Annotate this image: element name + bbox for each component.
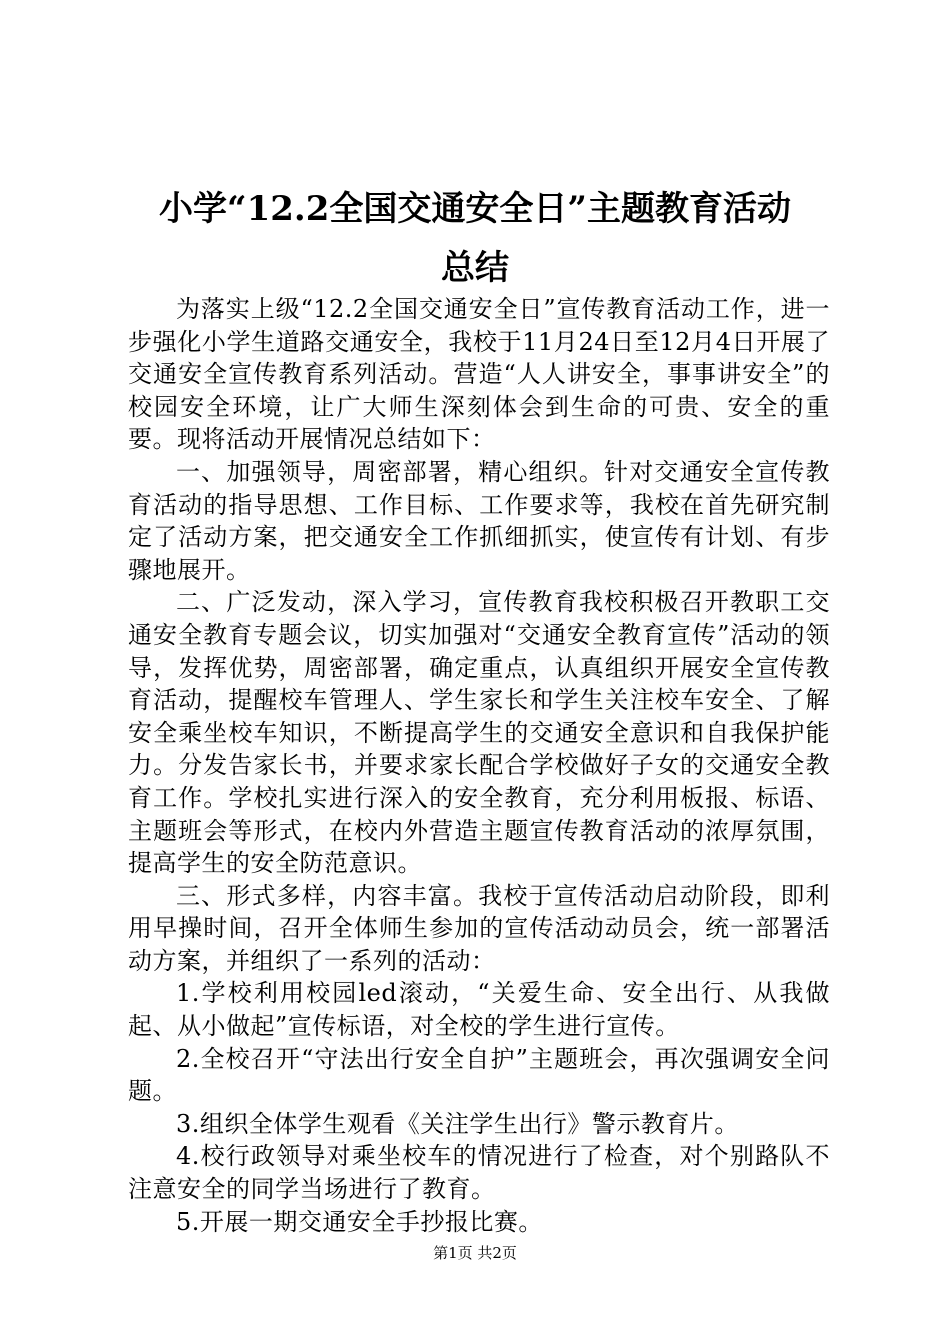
document-title-line-2: 总结 bbox=[441, 248, 509, 288]
paragraph-item-2: 2.全校召开“守法出行安全自护”主题班会，再次强调安全问题。 bbox=[128, 1044, 830, 1106]
paragraph-item-4: 4.校行政领导对乘坐校车的情况进行了检查，对个别路队不注意安全的同学当场进行了教育。 bbox=[128, 1142, 830, 1204]
paragraph-section-3: 三、形式多样，内容丰富。我校于宣传活动启动阶段，即利用早操时间，召开全体师生参加的宣传活动动员会，统一部署活动方案，并组织了一系列的活动： bbox=[128, 881, 830, 975]
paragraph-item-1: 1.学校利用校园led滚动，“关爱生命、安全出行、从我做起、从小做起”宣传标语，对全校的学生进行宣传。 bbox=[128, 979, 830, 1041]
paragraph-intro: 为落实上级“12.2全国交通安全日”宣传教育活动工作，进一步强化小学生道路交通安全，我校于11月24日至12月4日开展了交通安全宣传教育系列活动。营造“人人讲安全，事事讲安全”的校园安全环境，让广大师生深刻体会到生命的可贵、安全的重要。现将活动开展情况总结如下： bbox=[128, 295, 830, 454]
paragraph-item-3: 3.组织全体学生观看《关注学生出行》警示教育片。 bbox=[176, 1109, 739, 1138]
paragraph-section-1: 一、加强领导，周密部署，精心组织。针对交通安全宣传教育活动的指导思想、工作目标、工作要求等，我校在首先研究制定了活动方案，把交通安全工作抓细抓实，使宣传有计划、有步骤地展开。 bbox=[128, 457, 830, 584]
paragraph-item-5: 5.开展一期交通安全手抄报比赛。 bbox=[176, 1207, 543, 1236]
page-number-footer: 第1页 共2页 bbox=[433, 1244, 517, 1262]
document-body bbox=[128, 293, 830, 1238]
paragraph-section-2: 二、广泛发动，深入学习，宣传教育我校积极召开教职工交通安全教育专题会议，切实加强对“交通安全教育宣传”活动的领导，发挥优势，周密部署，确定重点，认真组织开展安全宣传教育活动，提醒校车管理人、学生家长和学生关注校车安全、了解安全乘坐校车知识，不断提高学生的交通安全意识和自我保护能力。分发告家长书，并要求家长配合学校做好子女的交通安全教育工作。学校扎实进行深入的安全教育，充分利用板报、标语、主题班会等形式，在校内外营造主题宣传教育活动的浓厚氛围，提高学生的安全防范意识。 bbox=[128, 588, 830, 878]
document-title-line-1: 小学“12.2全国交通安全日”主题教育活动 bbox=[159, 189, 791, 229]
